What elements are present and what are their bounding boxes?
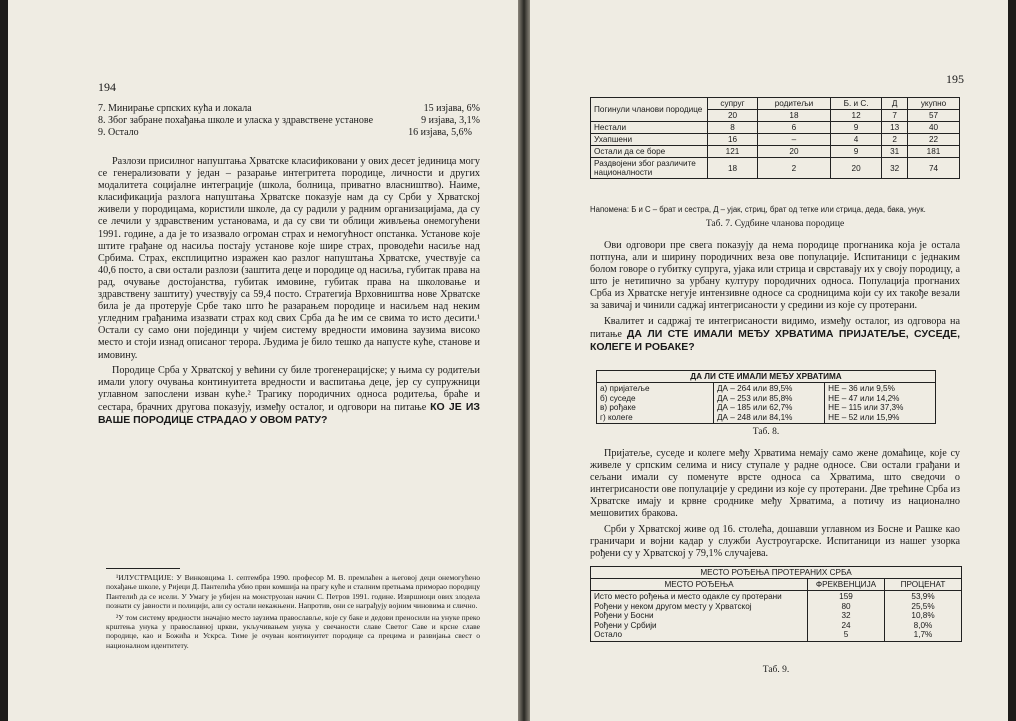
paragraph: Породице Срба у Хрватској у већини су биле трогенерацијске; у њима су родитељи имали улогу очувања континуитета вредности и васпитања деце, јер су супружници углавном запослени изван куће.² Трагику породичних односа родитеља, браће и сестара, брачних другова показују, између осталог, и одговори на питање КО ЈЕ ИЗ ВАШЕ ПОРОДИЦЕ СТРАДАО У ОВОМ РАТУ? xyxy=(98,364,480,426)
list-item: 8. Због забране похађања школе и уласка у здравствене установе 9 изјава, 3,1% xyxy=(98,115,480,126)
page-number-left: 194 xyxy=(98,80,116,94)
paragraph: Срби у Хрватској живе од 16. столећа, дошавши углавном из Босне и Рашке као граничари и војни кадар у служби Аустроугарске. Испитаници из нашег узорка рођени су у Хрватској у 79,1% случајева. xyxy=(590,523,960,559)
left-body-text xyxy=(98,156,480,430)
question-heading: КО ЈЕ ИЗ ВАШЕ ПОРОДИЦЕ СТРАДАО У ОВОМ РАТУ? xyxy=(98,400,480,426)
right-page xyxy=(530,0,1008,721)
table-header: родитељи xyxy=(757,98,830,110)
table-7-note: Напомена: Б и С – брат и сестра, Д – ујак, стриц, брат од тетке или стрица, деда, бака, унук. xyxy=(590,205,926,214)
table-7 xyxy=(590,97,960,179)
page-number-right: 195 xyxy=(946,72,964,86)
left-page xyxy=(8,0,518,721)
table-header: супруг xyxy=(708,98,758,110)
table-8-caption: Таб. 8. xyxy=(752,427,780,437)
list-item: 7. Минирање српских кућа и локала 15 изјава, 6% xyxy=(98,103,480,114)
paragraph: Разлози присилног напуштања Хрватске класификовани у ових десет јединица могу се генерализовати у један – разарање интегритета породице, личности и других модалитета социјалне интеграције (школа, болница, приватно власништво). Наиме, класификација разлога напуштања Хрватске показује нам да су Срби у Хрватској живели у породицама, користили школе, да су радили у радним организацијама, да су се лечили у здравственим установама, и да су сви ти облици живљења онемогућени 1991. године, а да је то изазвало огроман страх и немогућност опстанка. Установе које штите грађане од насиља постају установе које шире страх, проводећи насиље над Србима. Страх, експлицитно изражен као разлог напуштања Хрватске, учествује са 40,6 посто, а сви остали разлози (заштита деце и породице од насиља, губитак права на рад, очување достојанства, губитак имовине, губитак права на школовање и здравствену заштиту) учествују са 59,4 посто. Стратегија Врховништва нове Хрватске била је да протерује Србе тако што ће разарањем породице и насиљем над неким угледним грађанима изазвати страх код свих Срба да ће им се свима то исто десити.¹ Остали су само они појединци у чијем систему вредности имовина заузима високо место и стоји изнад описаног терора. Људима је било тешко да напусте куће, станове и имовину. xyxy=(98,156,480,361)
book-gutter xyxy=(518,0,530,721)
paragraph: Квалитет и садржај те интегрисаности видимо, између осталог, из одговора на питање ДА ЛИ СТЕ ИМАЛИ МЕЂУ ХРВАТИМА ПРИЈАТЕЉЕ, СУСЕДЕ, КОЛЕГЕ И РОБАКЕ? xyxy=(590,315,960,353)
table-row: 20 18 12 7 57 xyxy=(591,110,960,122)
table-row: Ухапшени 16 – 4 2 22 xyxy=(591,134,960,146)
table-row xyxy=(591,98,960,110)
table-9 xyxy=(590,566,962,642)
right-body-text-1 xyxy=(590,240,960,357)
table-row: Исто место рођења и место одакле су протерани Рођени у неком другом месту у Хрватској Рођени у Босни Рођени у Србији Остало 159 80 32 24 5 53,9% 25,5% 10,8% 8,0% 1,7% xyxy=(591,591,962,642)
table-9-caption: Таб. 9. xyxy=(762,665,790,675)
footnote-divider xyxy=(106,568,180,569)
footnote: ²У том систему вредности значајно место заузима православље, које су баке и дедови преносили на унуке преко крштења унука у православној цркви, укључивањем унука у свечаности славе Светог Саве и крсне славе породице, као и Божића и Ускрса. Тиме је очуван континуитет породице са прецима и развијања свест о националном идентитету. xyxy=(106,612,480,650)
question-heading: ДА ЛИ СТЕ ИМАЛИ МЕЂУ ХРВАТИМА ПРИЈАТЕЉЕ, СУСЕДЕ, КОЛЕГЕ И РОБАКЕ? xyxy=(590,327,960,353)
list-item: 9. Остало 16 изјава, 5,6% xyxy=(98,127,472,138)
table-title: ДА ЛИ СТЕ ИМАЛИ МЕЂУ ХРВАТИМА xyxy=(597,371,936,383)
table-title: МЕСТО РОЂЕЊА ПРОТЕРАНИХ СРБА xyxy=(591,567,962,579)
footnotes xyxy=(106,573,480,652)
table-header: Б. и С. xyxy=(830,98,881,110)
table-row xyxy=(591,567,962,579)
table-row: Остали да се боре 121 20 9 31 181 xyxy=(591,146,960,158)
table-row xyxy=(597,371,936,383)
footnote: ¹ИЛУСТРАЦИЈЕ: У Винковцима 1. септембра 1990. професор М. В. премлаћен а његовој деци онемогућено похађање школе, у Ријеци Д. Пантелића убио први комшија на прагу куће и сталним претњама приморао породицу Пантелић да се исели. У Умагу је убијен на монструозан начин С. Петров 1991. године. Извршиоци ових злодела познати су јавности и полицији, али су остали некажњени. Напротив, они се награђују војним чиновима и слично. xyxy=(106,573,480,611)
table-row: а) пријатеље б) суседе в) рођаке г) колеге ДА – 264 или 89,5% ДА – 253 или 85,8% ДА – 185 или 62,7% ДА – 248 или 84,1% НЕ – 36 или 9,5% НЕ – 47 или 14,2% НЕ – 115 или 37,3% НЕ – 52 или 15,9% xyxy=(597,383,936,424)
table-7-caption: Таб. 7. Судбине чланова породице xyxy=(705,219,845,229)
paragraph: Пријатеље, суседе и колеге међу Хрватима немају само жене домаћице, које су живеле у српским селима и нису ступале у радне односе. Сви остали грађани и сељани имали су поменуте врсте односа са Хрватима, што сведочи о интегрисаности ове популације у средини из које су протерани. Две трећине Срба из Хрватске имају и крвне сроднике међу Хрватима, а потичу из национално мешовитих бракова. xyxy=(590,448,960,520)
table-row xyxy=(591,579,962,591)
table-header: Д xyxy=(882,98,908,110)
table-row: Нестали 8 6 9 13 40 xyxy=(591,122,960,134)
table-8 xyxy=(596,370,936,424)
table-row: Раздвојени због различите националности 18 2 20 32 74 xyxy=(591,158,960,179)
table-header: укупно xyxy=(908,98,960,110)
reasons-list xyxy=(98,103,480,139)
table-header: МЕСТО РОЂЕЊА xyxy=(591,579,808,591)
table-header: ФРЕКВЕНЦИЈА xyxy=(808,579,885,591)
table-header: ПРОЦЕНАТ xyxy=(885,579,962,591)
paragraph: Ови одговори пре свега показују да нема породице прогнаника која је остала потпуна, али и ширину породичних веза ове популације. Испитаници с једнаким болом говоре о губитку супруга, ујака или стрица и сврставају их у своју породицу, а што је нетипично за урбану културу породичних односа. Популација прогнаних Срба из Хрватске негује интензивне односе са сродницима који су их такође везали за завичај и чинили саджај интегрисаности у средини из које су протерани. xyxy=(590,240,960,312)
right-body-text-2 xyxy=(590,448,960,563)
table-cell: Погинули чланови породице xyxy=(591,98,708,122)
